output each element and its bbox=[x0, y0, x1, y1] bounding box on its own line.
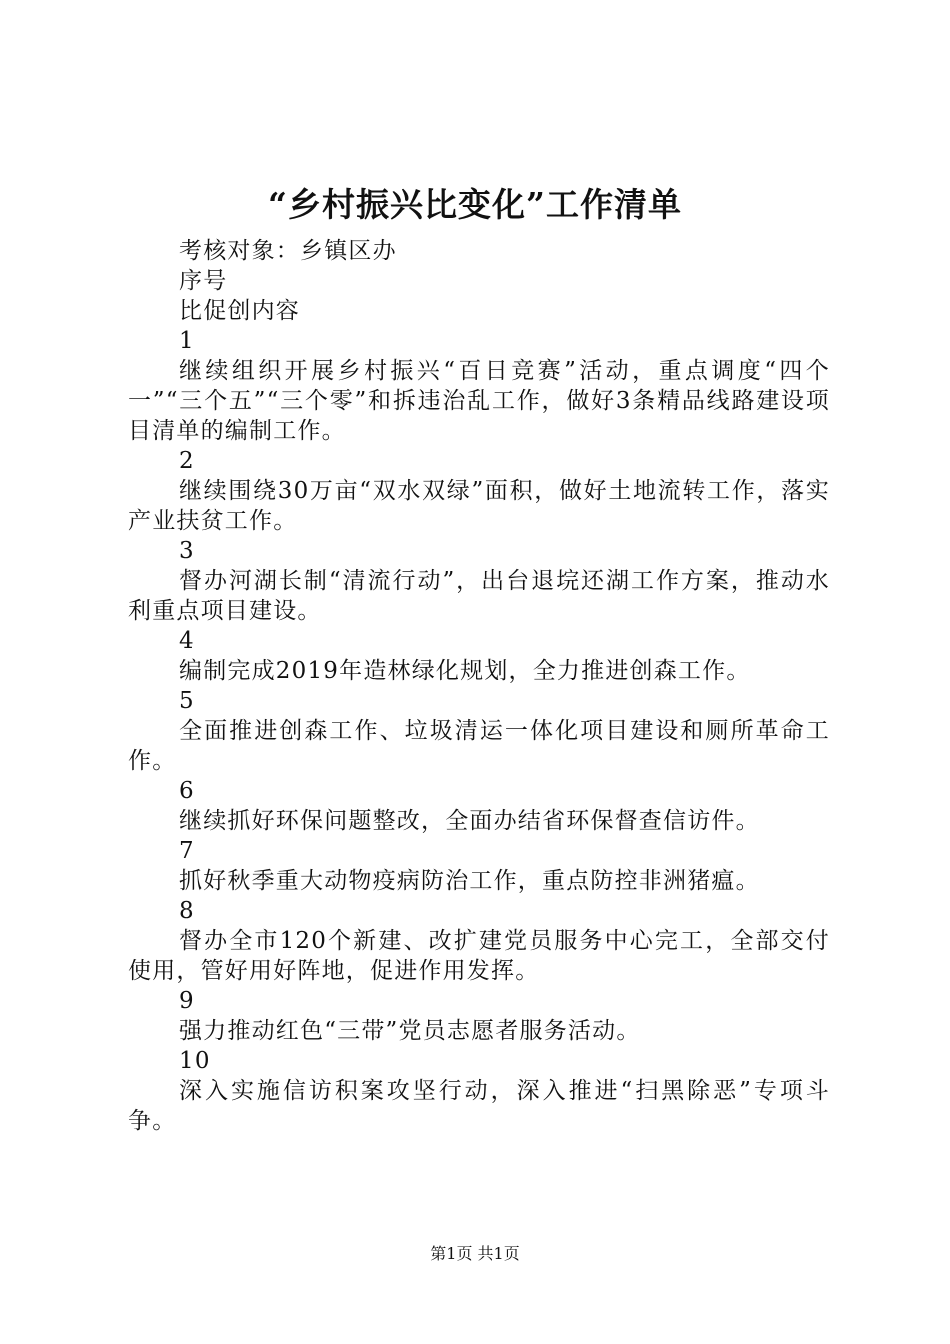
document-body bbox=[128, 236, 830, 1136]
item-number: 1 bbox=[179, 328, 195, 354]
item-number: 2 bbox=[179, 448, 195, 474]
item-number: 7 bbox=[179, 838, 195, 864]
item-content: 抓好秋季重大动物疫病防治工作，重点防控非洲猪瘟。 bbox=[179, 868, 760, 894]
item-number: 5 bbox=[179, 688, 195, 714]
item-number: 8 bbox=[179, 898, 195, 924]
document-title: “乡村振兴比变化”工作清单 bbox=[268, 185, 682, 224]
item-content: 督办河湖长制“清流行动”，出台退垸还湖工作方案，推动水利重点项目建设。 bbox=[128, 568, 830, 624]
item-number: 6 bbox=[179, 778, 195, 804]
item-content: 强力推动红色“三带”党员志愿者服务活动。 bbox=[179, 1018, 641, 1044]
item-content: 全面推进创森工作、垃圾清运一体化项目建设和厕所革命工作。 bbox=[128, 718, 830, 774]
item-content: 继续抓好环保问题整改，全面办结省环保督查信访件。 bbox=[179, 808, 760, 834]
paragraph-serial-header: 序号 bbox=[179, 268, 228, 294]
page-footer: 第1页 共1页 bbox=[430, 1244, 520, 1263]
paragraph-assessment-target: 考核对象：乡镇区办 bbox=[179, 238, 397, 264]
item-number: 9 bbox=[179, 988, 195, 1014]
item-number: 3 bbox=[179, 538, 195, 564]
item-number: 4 bbox=[179, 628, 195, 654]
item-content: 督办全市120个新建、改扩建党员服务中心完工，全部交付使用，管好用好阵地，促进作用发挥。 bbox=[128, 928, 830, 984]
item-content: 继续围绕30万亩“双水双绿”面积，做好土地流转工作，落实产业扶贫工作。 bbox=[128, 478, 830, 534]
item-number: 10 bbox=[179, 1048, 211, 1074]
item-content: 继续组织开展乡村振兴“百日竞赛”活动，重点调度“四个一”“三个五”“三个零”和拆违治乱工作，做好3条精品线路建设项目清单的编制工作。 bbox=[128, 358, 830, 444]
item-content: 深入实施信访积案攻坚行动，深入推进“扫黑除恶”专项斗争。 bbox=[128, 1078, 830, 1134]
item-content: 编制完成2019年造林绿化规划，全力推进创森工作。 bbox=[179, 658, 751, 684]
paragraph-content-header: 比促创内容 bbox=[179, 298, 300, 324]
